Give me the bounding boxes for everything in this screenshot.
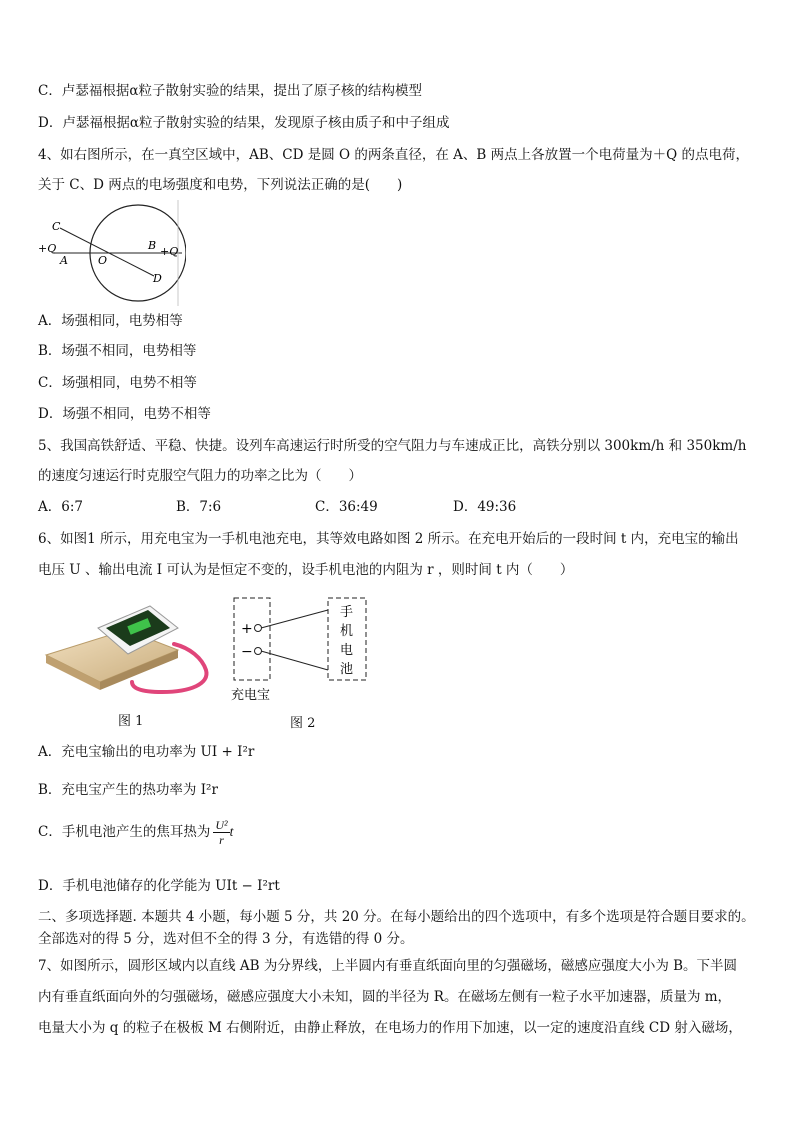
q7-line2: 内有垂直纸面向外的匀强磁场，磁感应强度大小未知，圆的半径为 R。在磁场左侧有一粒子水平加速器，质量为 m， <box>38 989 732 1005</box>
section2-instructions-line1: 二、多项选择题. 本题共 4 小题，每小题 5 分，共 20 分。在每小题给出的四个选项中，有多个选项是符合题目要求的。 <box>38 909 755 925</box>
q4-option-c: C．场强相同，电势不相等 <box>38 375 197 391</box>
fraction-denominator: r <box>219 833 224 847</box>
q6-option-c-suffix: t <box>229 824 234 839</box>
q6-stem-line2: 电压 U 、输出电流 I 可认为是恒定不变的，设手机电池的内阻为 r ，则时间 t 内（ ） <box>38 562 574 578</box>
label-d: D <box>153 272 162 285</box>
q6-option-d: D．手机电池储存的化学能为 UIt − I²rt <box>38 878 280 894</box>
label-o: O <box>98 254 108 267</box>
q4-stem-line1: 4、如右图所示，在一真空区域中，AB、CD 是圆 O 的两条直径，在 A、B 两点上各放置一个电荷量为＋Q 的点电荷， <box>38 147 749 163</box>
section2-instructions-line2: 全部选对的得 5 分，选对但不全的得 3 分，有选错的得 0 分。 <box>38 931 414 947</box>
figure1-caption: 图 1 <box>118 714 144 729</box>
q6-option-b: B．充电宝产生的热功率为 I²r <box>38 782 218 798</box>
q4-option-b: B．场强不相同，电势相等 <box>38 343 197 359</box>
q6-figure2-circuit <box>228 595 373 705</box>
positive-terminal <box>255 625 262 632</box>
wire-bottom <box>261 651 328 670</box>
q5-stem-line1: 5、我国高铁舒适、平稳、快捷。设列车高速运行时所受的空气阻力与车速成正比，高铁分别以 300km/h 和 350km/h <box>38 438 747 454</box>
q7-line1: 7、如图所示，圆形区域内以直线 AB 为分界线，上半圆内有垂直纸面向里的匀强磁场，磁感应强度大小为 B。下半圆 <box>38 958 738 974</box>
wire-top <box>261 610 328 628</box>
q5-option-a: A．6:7 <box>38 499 83 515</box>
q6-figure1-powerbank-photo <box>40 600 220 702</box>
q3-option-c: C．卢瑟福根据α粒子散射实验的结果，提出了原子核的结构模型 <box>38 83 422 99</box>
powerbank-label: 充电宝 <box>231 688 271 703</box>
battery-char-1: 手 <box>340 605 354 620</box>
negative-terminal <box>255 648 262 655</box>
figure2-caption: 图 2 <box>290 716 316 731</box>
fraction-numerator: U² <box>215 818 228 832</box>
label-plus-q-left: +Q <box>38 242 57 255</box>
q4-circle-figure <box>36 200 186 306</box>
q4-stem-line2: 关于 C、D 两点的电场强度和电势，下列说法正确的是( ) <box>38 177 403 193</box>
q4-option-a: A．场强相同，电势相等 <box>38 313 183 329</box>
q5-stem-line2: 的速度匀速运行时克服空气阻力的功率之比为（ ） <box>38 468 362 484</box>
label-c: C <box>52 220 61 233</box>
q5-option-c: C．36:49 <box>315 499 378 515</box>
battery-char-4: 池 <box>340 662 354 677</box>
battery-char-2: 机 <box>340 624 354 639</box>
q5-option-b: B．7:6 <box>176 499 222 515</box>
q3-option-d: D．卢瑟福根据α粒子散射实验的结果，发现原子核由质子和中子组成 <box>38 115 450 131</box>
q6-option-a: A．充电宝输出的电功率为 UI + I²r <box>38 744 255 760</box>
q6-option-c-text: C．手机电池产生的焦耳热为 <box>38 824 211 840</box>
q4-option-d: D．场强不相同，电势不相等 <box>38 406 211 422</box>
powerbank-box <box>234 598 270 680</box>
plus-sign: + <box>241 621 253 637</box>
label-a: A <box>60 254 68 267</box>
minus-sign: − <box>241 644 253 660</box>
q6-option-c <box>38 818 233 847</box>
q7-line3: 电量大小为 q 的粒子在极板 M 右侧附近，由静止释放，在电场力的作用下加速，以一定的速度沿直线 CD 射入磁场， <box>38 1020 742 1036</box>
fraction-u2-over-r <box>213 818 229 847</box>
label-b: B <box>148 239 157 252</box>
battery-char-3: 电 <box>340 643 354 658</box>
label-plus-q-right: +Q <box>160 245 179 258</box>
q6-stem-line1: 6、如图1 所示，用充电宝为一手机电池充电，其等效电路如图 2 所示。在充电开始后的一段时间 t 内，充电宝的输出 <box>38 531 739 547</box>
q5-option-d: D．49:36 <box>453 499 517 515</box>
diameter-cd <box>60 228 157 276</box>
